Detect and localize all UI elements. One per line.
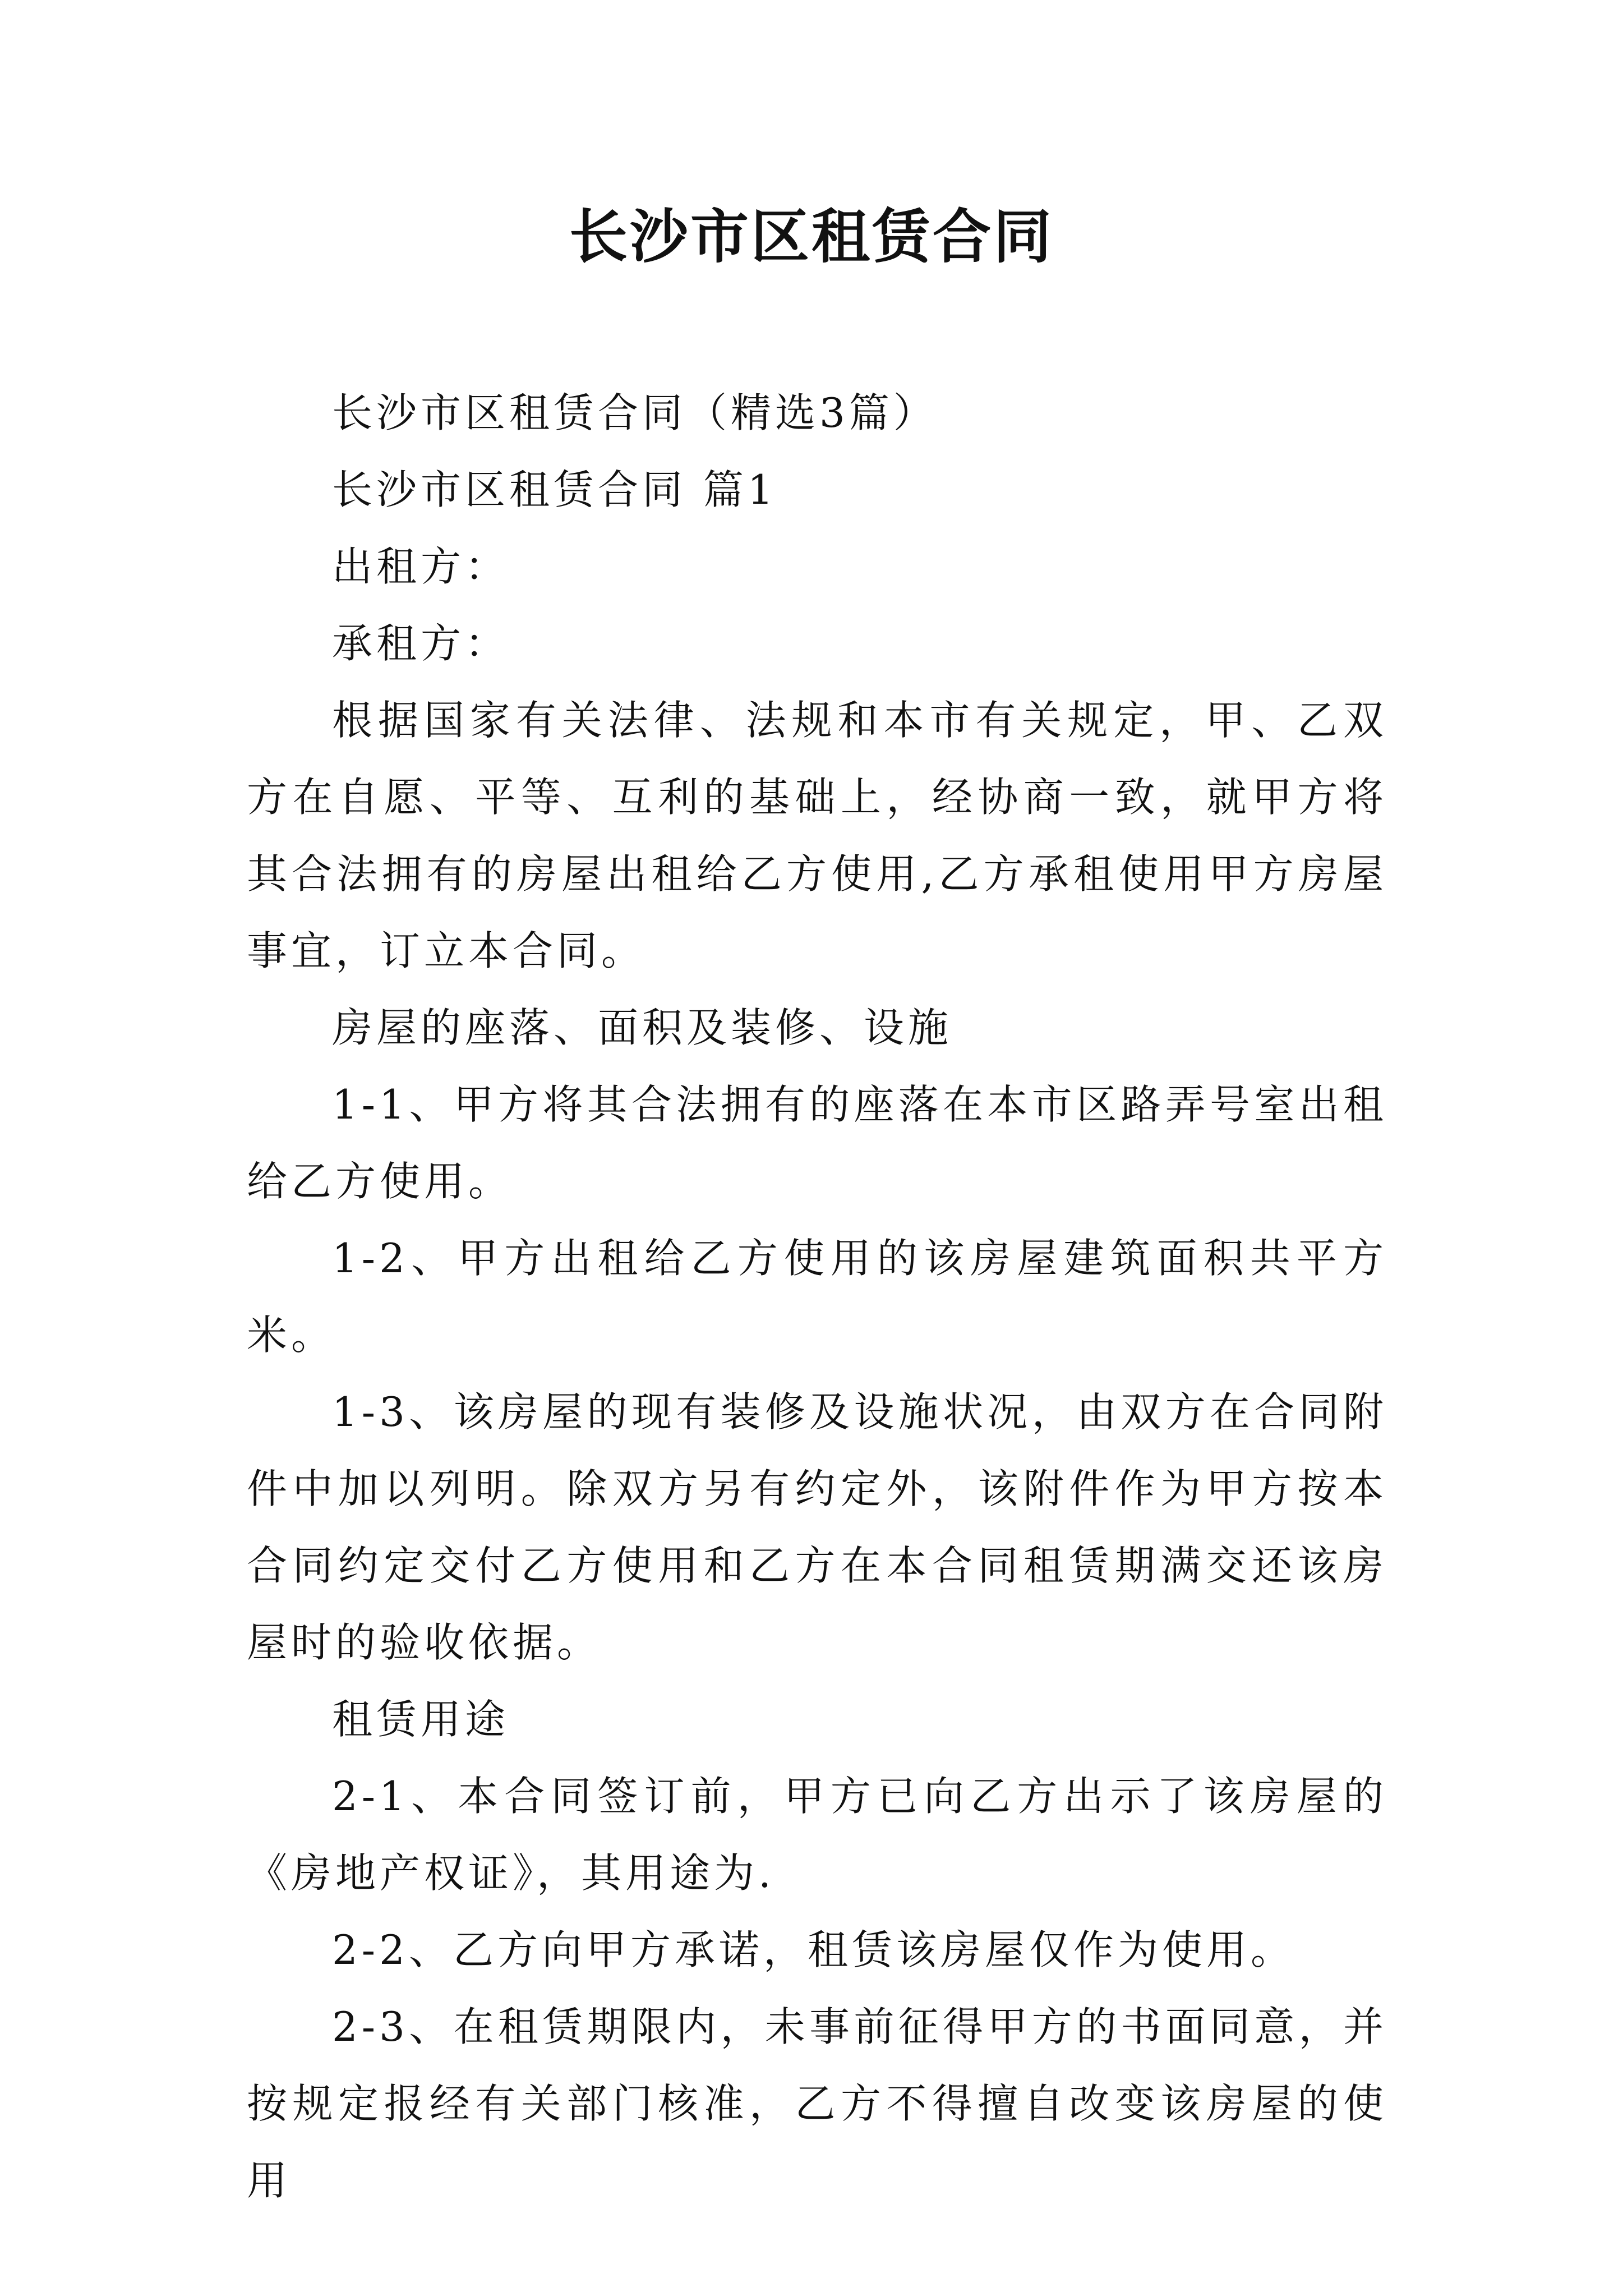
paragraph-heading-premises: 房屋的座落、面积及装修、设施 [332,1004,953,1051]
paragraph-clause-2-2: 2-2、乙方向甲方承诺，租赁该房屋仅作为使用。 [332,1926,1295,1973]
paragraph-lessee: 承租方： [332,620,510,667]
document-body [247,375,1387,2219]
paragraph-section-heading: 长沙市区租赁合同 篇1 [332,466,777,513]
paragraph-clause-2-3: 2-3、在租赁期限内，未事前征得甲方的书面同意，并按规定报经有关部门核准，乙方不得擅自改变该房屋的使用 [247,2003,1387,2204]
paragraph-clause-2-1: 2-1、本合同签订前，甲方已向乙方出示了该房屋的《房地产权证》，其用途为. [247,1773,1387,1897]
paragraph-subtitle: 长沙市区租赁合同（精选3篇） [332,389,938,436]
document-title: 长沙市区租赁合同 [569,202,1054,271]
paragraph-lessor: 出租方： [332,543,510,590]
paragraph-clause-1-1: 1-1、甲方将其合法拥有的座落在本市区路弄号室出租给乙方使用。 [247,1081,1387,1205]
paragraph-heading-purpose: 租赁用途 [332,1696,510,1743]
paragraph-preamble: 根据国家有关法律、法规和本市有关规定，甲、乙双方在自愿、平等、互利的基础上，经协商一致，就甲方将其合法拥有的房屋出租给乙方使用,乙方承租使用甲方房屋事宜，订立本合同。 [247,697,1387,974]
paragraph-clause-1-2: 1-2、甲方出租给乙方使用的该房屋建筑面积共平方米。 [247,1235,1387,1359]
paragraph-clause-1-3: 1-3、该房屋的现有装修及设施状况，由双方在合同附件中加以列明。除双方另有约定外，该附件作为甲方按本合同约定交付乙方使用和乙方在本合同租赁期满交还该房屋时的验收依据。 [247,1388,1387,1666]
